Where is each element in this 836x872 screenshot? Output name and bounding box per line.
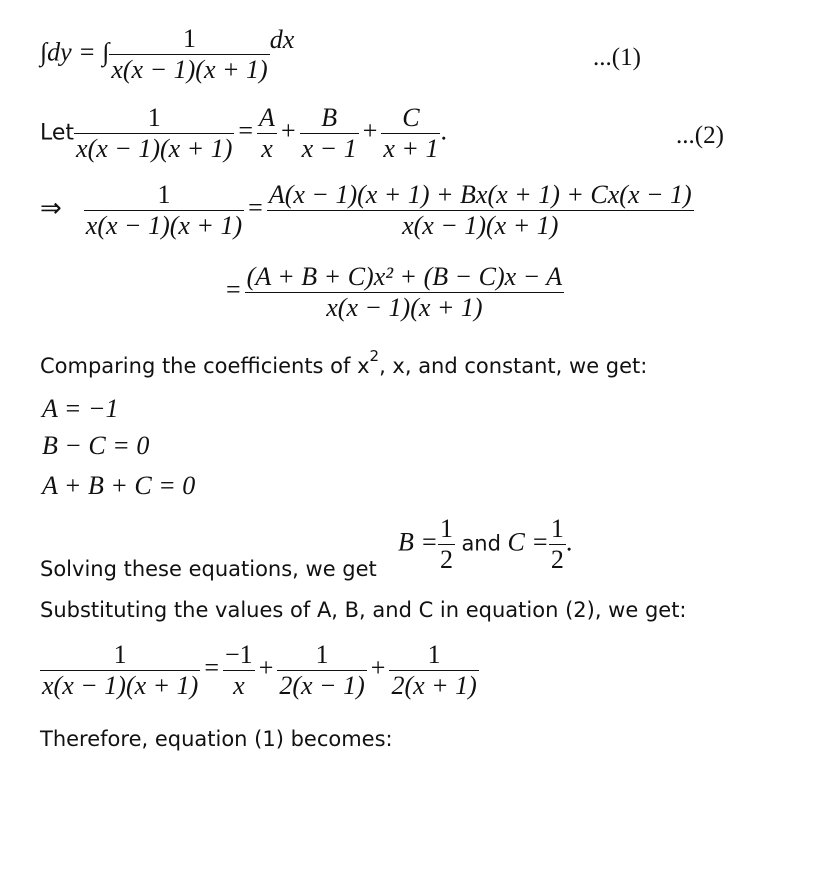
term-2-denominator: 2(x − 1) <box>279 671 365 700</box>
superscript-2: 2 <box>369 347 380 365</box>
therefore-text: Therefore, equation (1) becomes: <box>40 727 393 751</box>
eq2-term-a <box>257 103 277 164</box>
equation-4 <box>222 262 564 323</box>
c-fraction <box>549 514 566 575</box>
eq1-numerator: 1 <box>183 24 197 53</box>
solving-text: Solving these equations, we get <box>40 557 377 581</box>
and-text: and <box>461 531 501 556</box>
substituting-text: Substituting the values of A, B, and C in equation (2), we get: <box>40 598 687 622</box>
system-eq-1: A = −1 <box>42 394 119 423</box>
term-3-numerator: 1 <box>427 640 441 669</box>
term-3-denominator: 2(x + 1) <box>391 671 477 700</box>
eq4-fraction <box>245 262 565 323</box>
equals-sign: = <box>226 275 241 305</box>
eq1-dx: dx <box>269 25 295 55</box>
c-label: C = <box>507 527 549 557</box>
period: . <box>440 116 447 146</box>
plus-sign: + <box>362 116 378 146</box>
equation-3 <box>40 180 694 241</box>
equation-tag-2: ...(2) <box>676 122 724 149</box>
term-a-denominator: x <box>261 134 273 163</box>
plus-sign: + <box>280 116 296 146</box>
eq5-term-1 <box>223 640 255 701</box>
comparing-text <box>40 347 648 378</box>
c-numerator: 1 <box>550 514 564 543</box>
eq3-lhs-numerator: 1 <box>157 180 171 209</box>
eq2-lhs-denominator: x(x − 1)(x + 1) <box>76 134 233 163</box>
eq5-term-2 <box>277 640 366 701</box>
eq2-lhs-fraction <box>74 103 234 164</box>
comparing-text-b: , x, and constant, we get: <box>379 354 648 378</box>
equals-sign: = <box>248 193 263 223</box>
term-c-numerator: C <box>402 103 420 132</box>
b-denominator: 2 <box>439 545 453 574</box>
eq5-term-3 <box>389 640 478 701</box>
equals-sign: = <box>238 116 254 146</box>
eq2-lhs-numerator: 1 <box>147 103 161 132</box>
plus-sign: + <box>258 653 274 683</box>
term-1-numerator: −1 <box>225 640 253 669</box>
eq5-lhs-numerator: 1 <box>113 640 127 669</box>
eq2-term-c <box>381 103 440 164</box>
integral-lhs: ∫dy = ∫ <box>40 37 110 67</box>
system-eq-3: A + B + C = 0 <box>42 471 196 500</box>
eq3-rhs-fraction <box>267 180 694 241</box>
equation-5 <box>40 640 479 701</box>
b-fraction <box>438 514 455 575</box>
comparing-text-a: Comparing the coefficients of x <box>40 354 370 378</box>
eq3-rhs-numerator: A(x − 1)(x + 1) + Bx(x + 1) + Cx(x − 1) <box>268 180 692 209</box>
eq1-denominator: x(x − 1)(x + 1) <box>111 55 268 84</box>
equation-tag-1: ...(1) <box>593 44 641 71</box>
equation-1 <box>40 24 294 85</box>
term-b-denominator: x − 1 <box>301 134 357 163</box>
term-2-numerator: 1 <box>315 640 329 669</box>
eq3-lhs-denominator: x(x − 1)(x + 1) <box>85 211 243 240</box>
b-label: B = <box>398 527 438 557</box>
term-c-denominator: x + 1 <box>383 134 439 163</box>
eq3-rhs-denominator: x(x − 1)(x + 1) <box>402 211 559 240</box>
eq5-lhs-denominator: x(x − 1)(x + 1) <box>42 671 199 700</box>
eq4-denominator: x(x − 1)(x + 1) <box>326 293 483 322</box>
eq4-numerator: (A + B + C)x² + (B − C)x − A <box>246 262 563 291</box>
eq3-lhs-fraction <box>84 180 244 241</box>
term-b-numerator: B <box>321 103 338 132</box>
system-eq-2: B − C = 0 <box>42 431 150 460</box>
period: . <box>565 527 573 557</box>
eq1-fraction <box>109 24 269 85</box>
solution-values <box>398 514 572 575</box>
eq5-lhs-fraction <box>40 640 200 701</box>
term-a-numerator: A <box>259 103 275 132</box>
plus-sign: + <box>370 653 386 683</box>
c-denominator: 2 <box>550 545 564 574</box>
equation-2 <box>40 103 447 164</box>
let-label: Let <box>40 120 75 146</box>
eq2-term-b <box>300 103 359 164</box>
implies-arrow: ⇒ <box>40 193 62 223</box>
term-1-denominator: x <box>233 671 245 700</box>
equals-sign: = <box>204 653 220 683</box>
b-numerator: 1 <box>439 514 453 543</box>
